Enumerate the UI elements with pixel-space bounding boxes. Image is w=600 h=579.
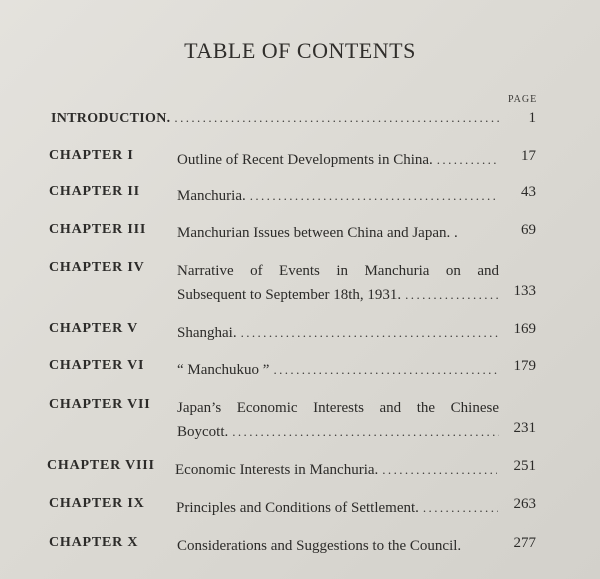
chapter-title: Shanghai. [177, 325, 237, 341]
dot-leader [437, 148, 499, 171]
chapter-label: CHAPTER IX [49, 496, 145, 511]
dot-leader [382, 458, 497, 481]
chapter-page-number: 69 [521, 222, 536, 238]
chapter-label: CHAPTER III [49, 222, 147, 237]
chapter-title: Considerations and Suggestions to the Council. [177, 538, 462, 554]
chapter-label: CHAPTER X [49, 535, 139, 550]
chapter-label: CHAPTER VII [49, 397, 151, 412]
page-column-header: PAGE [508, 94, 538, 105]
dot-leader [241, 321, 499, 344]
chapter-label: CHAPTER VI [49, 358, 145, 373]
chapter-title: Manchurian Issues between China and Japan. . [177, 225, 458, 241]
chapter-label: CHAPTER V [49, 321, 139, 336]
chapter-title-line-2: Boycott. [177, 424, 229, 440]
chapter-page-number: 133 [513, 283, 536, 299]
dot-leader [273, 358, 499, 381]
dot-leader [250, 184, 499, 207]
chapter-page-number: 179 [513, 358, 536, 374]
chapter-label: CHAPTER IV [49, 260, 145, 275]
introduction-label: INTRODUCTION. [51, 111, 171, 126]
chapter-page-number: 231 [513, 420, 536, 436]
chapter-title-line-2: Subsequent to September 18th, 1931. [177, 287, 402, 303]
chapter-page-number: 263 [513, 496, 536, 512]
introduction-page-number: 1 [528, 110, 536, 126]
chapter-title: Outline of Recent Developments in China. [177, 152, 433, 168]
toc-entry-introduction [51, 110, 499, 127]
chapter-page-number: 277 [513, 535, 536, 551]
chapter-title: Principles and Conditions of Settlement. [176, 500, 419, 516]
dot-leader [232, 420, 499, 443]
chapter-label: CHAPTER I [49, 148, 134, 163]
chapter-page-number: 169 [513, 321, 536, 337]
chapter-title-line-1: Narrative of Events in Manchuria on and [177, 263, 499, 279]
chapter-label: CHAPTER II [49, 184, 140, 199]
chapter-page-number: 17 [521, 148, 536, 164]
dot-leader [405, 283, 499, 306]
dot-leader [423, 496, 498, 519]
chapter-title: “ Manchukuo ” [177, 362, 270, 378]
chapter-label: CHAPTER VIII [47, 458, 155, 473]
chapter-title: Economic Interests in Manchuria. [175, 462, 379, 478]
chapter-title-line-1: Japan’s Economic Interests and the Chinese [177, 400, 499, 416]
chapter-page-number: 43 [521, 184, 536, 200]
dot-leader [174, 110, 499, 126]
chapter-page-number: 251 [513, 458, 536, 474]
chapter-title: Manchuria. [177, 188, 246, 204]
page-title: TABLE OF CONTENTS [184, 38, 416, 63]
